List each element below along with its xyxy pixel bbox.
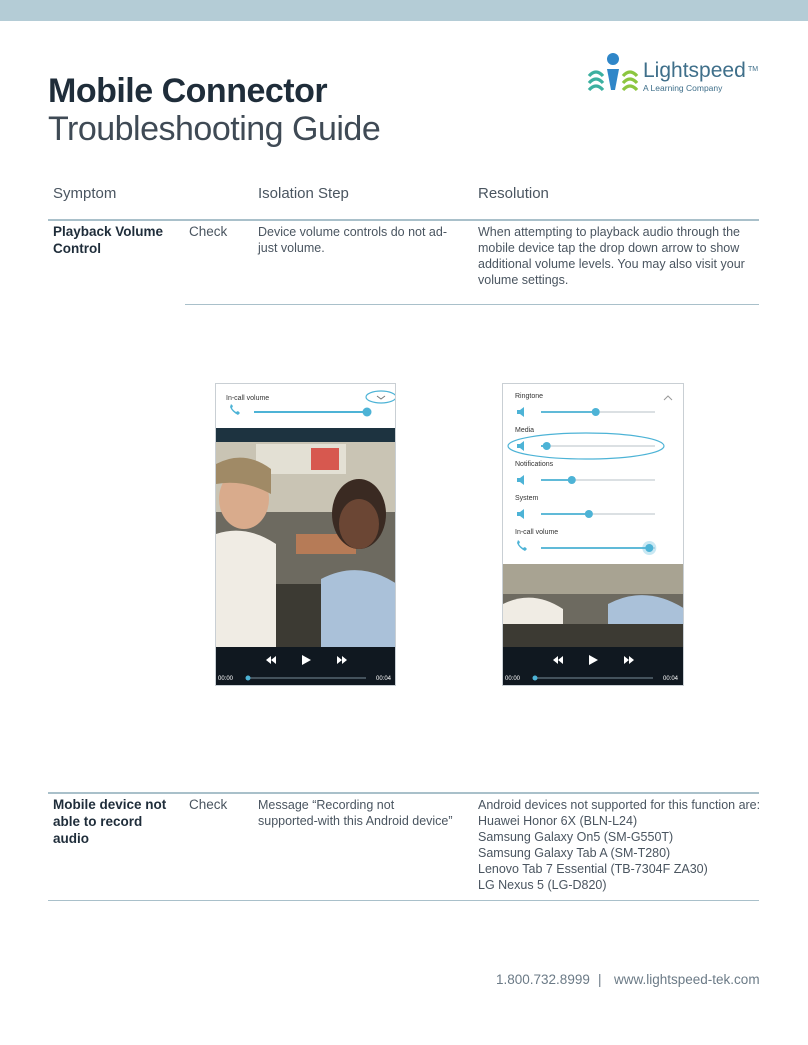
row2-resolution-intro: Android devices not supported for this function are: bbox=[478, 798, 761, 812]
device-list-item: Huawei Honor 6X (BLN-L24) bbox=[478, 814, 638, 828]
screenshot-volume-levels bbox=[502, 383, 684, 686]
volume-slider-thumb bbox=[543, 442, 551, 450]
footer-website-link[interactable]: www.lightspeed-tek.com bbox=[614, 972, 760, 987]
device-list-item: Lenovo Tab 7 Essential (TB-7304F ZA30) bbox=[478, 862, 708, 876]
device-list-item: LG Nexus 5 (LG-D820) bbox=[478, 878, 607, 892]
device-list-item: Samsung Galaxy On5 (SM-G550T) bbox=[478, 830, 674, 844]
row1-isolation: Device volume controls do not ad-just volume. bbox=[258, 225, 447, 255]
top-color-bar bbox=[0, 0, 808, 21]
row2-top-rule bbox=[48, 792, 759, 794]
volume-slider-thumb bbox=[645, 544, 653, 552]
left-time-start: 00:00 bbox=[218, 676, 234, 682]
left-time-end: 00:04 bbox=[376, 676, 392, 682]
volume-slider-thumb bbox=[592, 408, 600, 416]
row2-resolution bbox=[478, 797, 763, 893]
volume-slider-label: Notifications bbox=[515, 461, 554, 468]
volume-slider-label: Ringtone bbox=[515, 393, 544, 400]
row1-symptom: Playback Volume Control bbox=[53, 224, 164, 256]
row2-isolation: Message “Recording not supported-with this Android device” bbox=[258, 798, 453, 828]
logo-wordmark: Lightspeed bbox=[643, 59, 746, 82]
volume-slider-label: In-call volume bbox=[515, 529, 559, 536]
row1-check: Check bbox=[189, 224, 228, 239]
device-list-item: Samsung Galaxy Tab A (SM-T280) bbox=[478, 846, 671, 860]
screenshot-in-call-volume bbox=[215, 383, 396, 686]
right-time-end: 00:04 bbox=[663, 676, 679, 682]
row2-check: Check bbox=[189, 797, 228, 812]
footer-separator: | bbox=[598, 972, 602, 987]
volume-slider-label: System bbox=[515, 495, 539, 502]
left-progress-thumb bbox=[246, 676, 251, 681]
page-title: Mobile Connector bbox=[48, 72, 328, 110]
right-progress-thumb bbox=[533, 676, 538, 681]
in-call-volume-label: In-call volume bbox=[226, 395, 270, 402]
row2-symptom: Mobile device not able to record audio bbox=[53, 797, 167, 846]
header-rule bbox=[48, 219, 759, 221]
logo-tagline: A Learning Company bbox=[643, 83, 723, 93]
header-resolution: Resolution bbox=[478, 185, 549, 202]
row2-bottom-rule bbox=[48, 900, 759, 901]
header-symptom: Symptom bbox=[53, 185, 117, 202]
header-isolation-step: Isolation Step bbox=[258, 185, 349, 202]
row1-resolution: When attempting to playback audio through the mobile device tap the drop down arrow to show additional volume levels. You may also visit your volume settings. bbox=[478, 225, 745, 287]
volume-slider-thumb bbox=[568, 476, 576, 484]
volume-slider-thumb bbox=[585, 510, 593, 518]
logo-trademark: TM bbox=[748, 66, 759, 73]
footer-phone: 1.800.732.8999 bbox=[496, 972, 590, 987]
right-time-start: 00:00 bbox=[505, 676, 521, 682]
page-subtitle: Troubleshooting Guide bbox=[48, 110, 381, 148]
in-call-slider-thumb bbox=[363, 408, 372, 417]
volume-slider-label: Media bbox=[515, 427, 535, 434]
row1-rule bbox=[185, 304, 759, 305]
